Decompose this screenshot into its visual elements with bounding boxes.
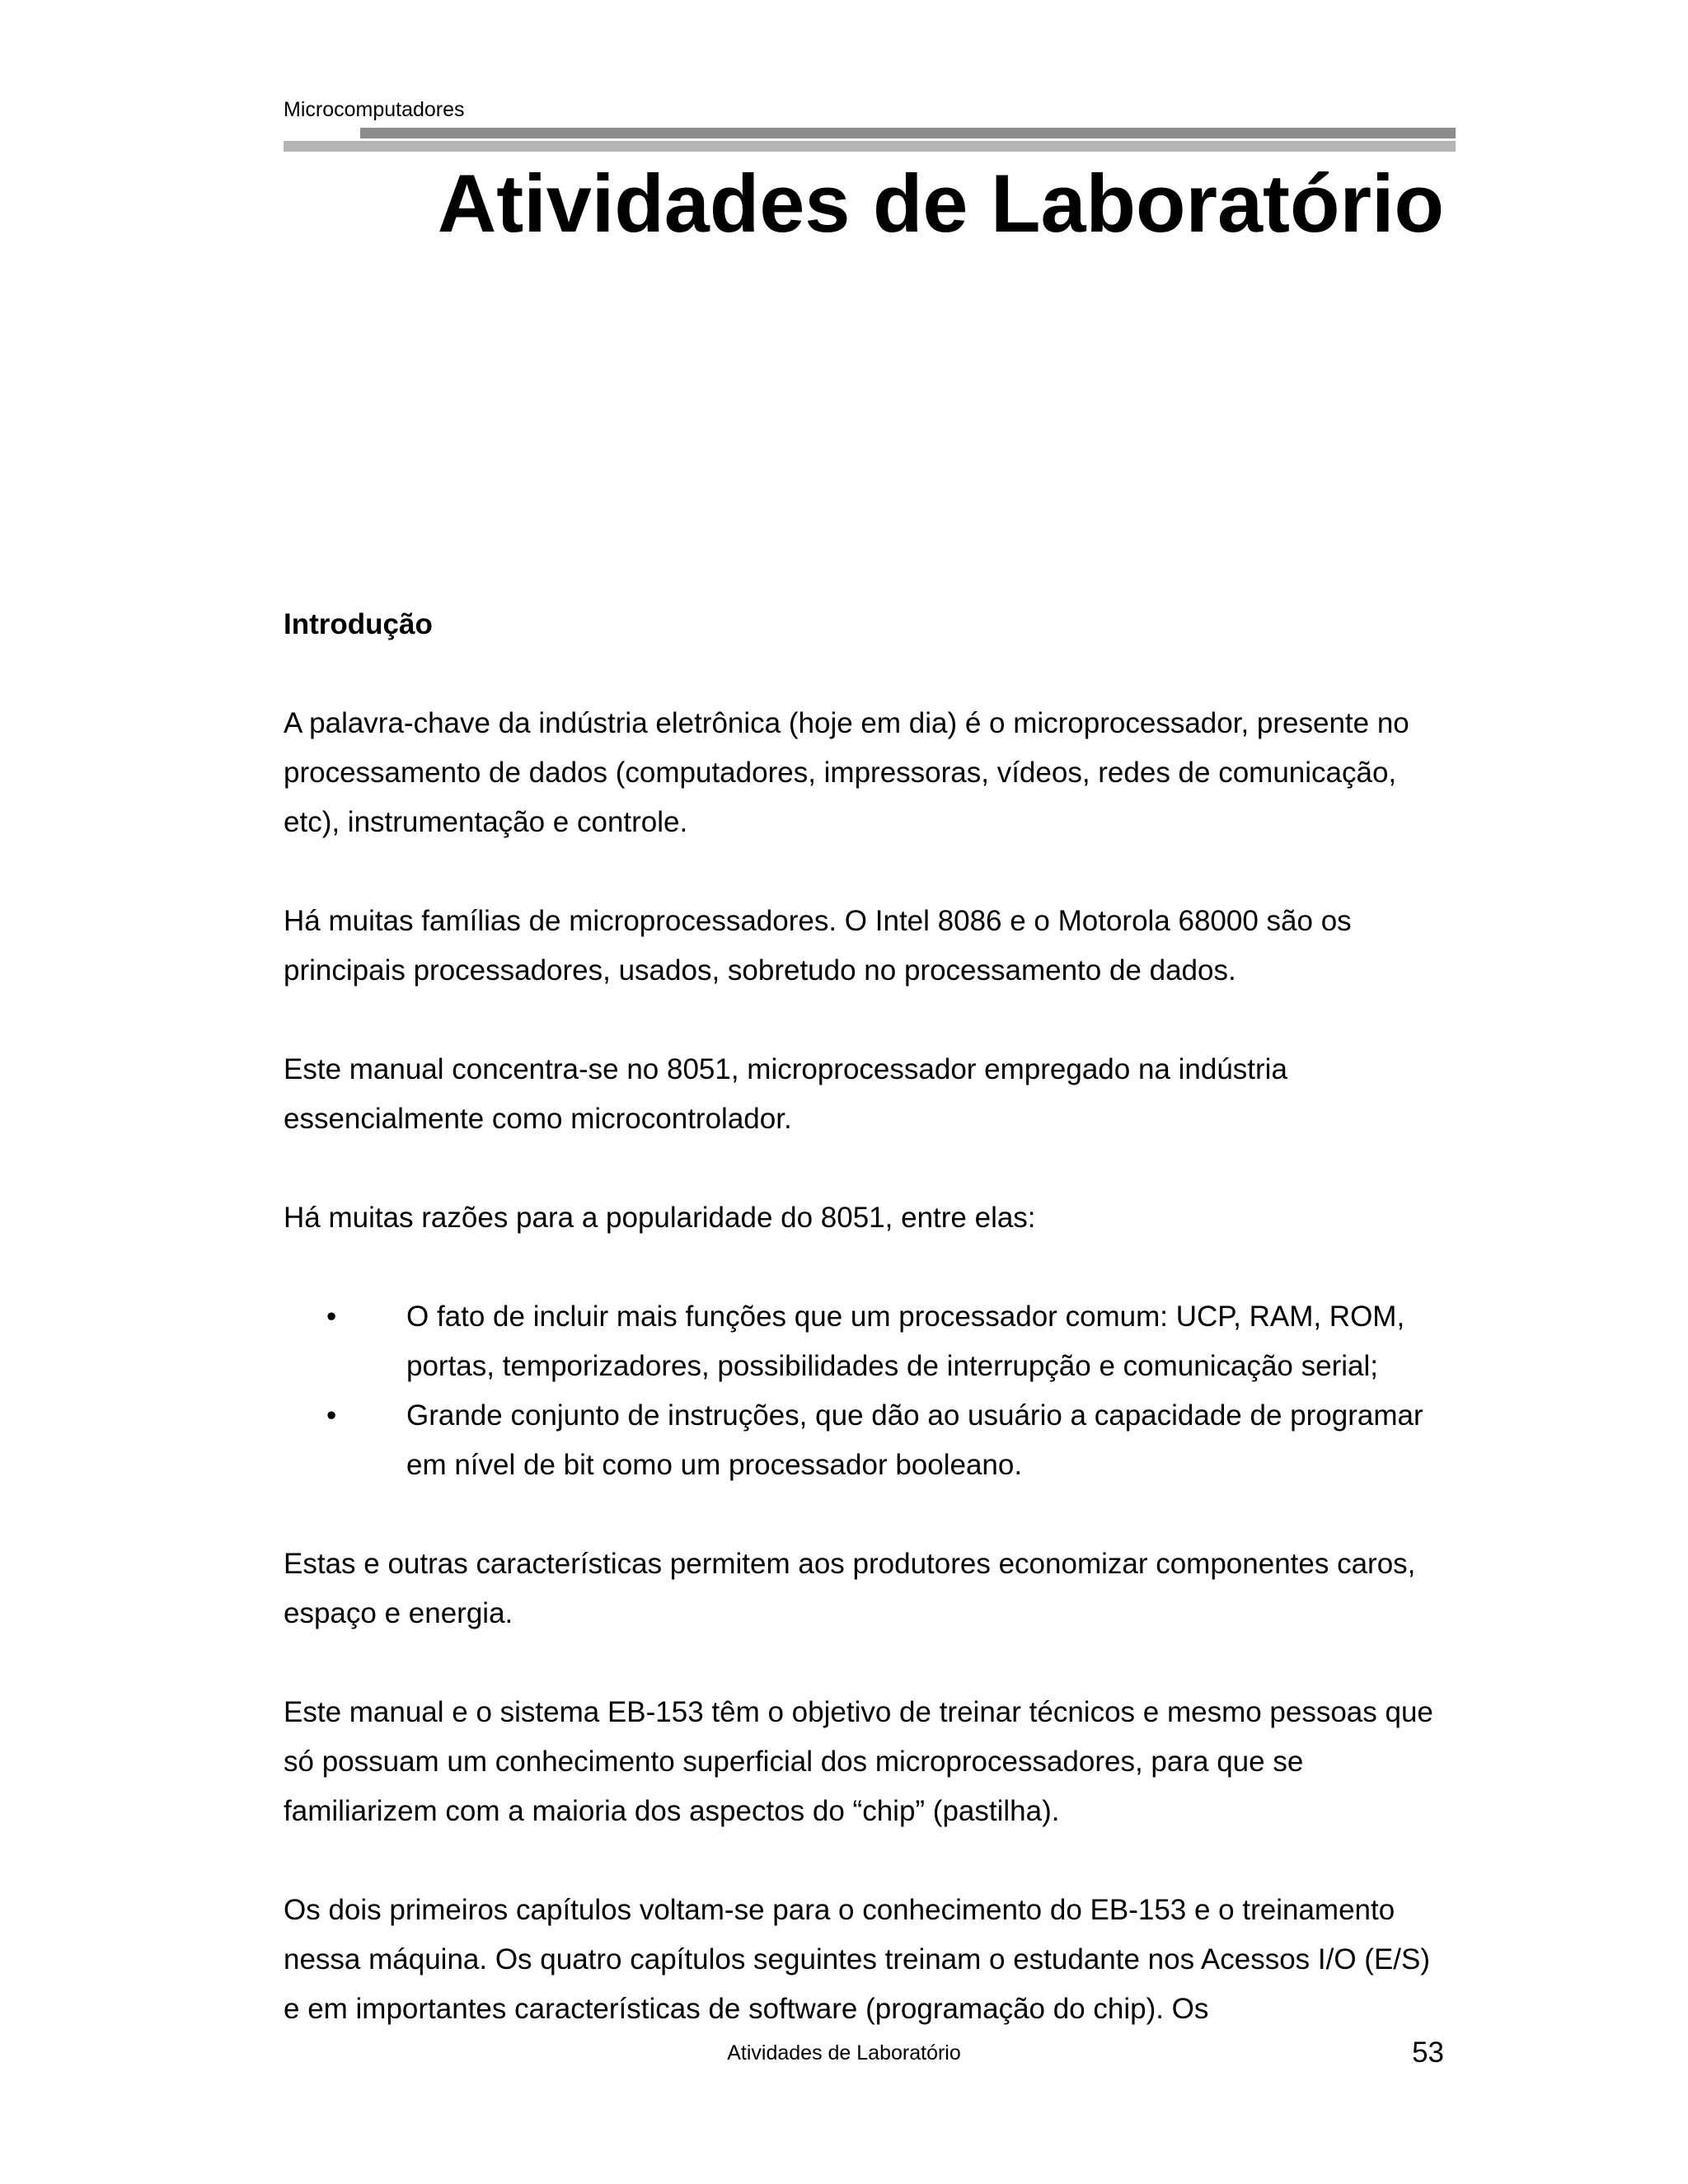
header-rule-dark bbox=[360, 128, 1456, 138]
paragraph: Este manual e o sistema EB-153 têm o objetivo de treinar técnicos e mesmo pessoas que só possuam um conhecimento superficial dos microprocessadores, para que se familiarizem com a maioria dos aspectos do “chip” (pastilha). bbox=[284, 1696, 1433, 1827]
bullet-icon: • bbox=[326, 1399, 337, 1432]
paragraph: A palavra-chave da indústria eletrônica (hoje em dia) é o microprocessador, presente no processamento de dados (computadores, impressoras, vídeos, redes de comunicação, etc), instrumentação e controle. bbox=[284, 707, 1409, 838]
header-rule-light bbox=[284, 141, 1456, 152]
bullet-text: O fato de incluir mais funções que um processador comum: UCP, RAM, ROM, portas, temporizadores, possibilidades de interrupção e comunicação serial; bbox=[406, 1301, 1405, 1382]
paragraph: Há muitas famílias de microprocessadores. O Intel 8086 e o Motorola 68000 são os principais processadores, usados, sobretudo no processamento de dados. bbox=[284, 905, 1352, 987]
page-number: 53 bbox=[1412, 2036, 1444, 2069]
paragraph: Este manual concentra-se no 8051, microprocessador empregado na indústria essencialmente como microcontrolador. bbox=[284, 1053, 1287, 1135]
section-heading: Introdução bbox=[284, 608, 433, 640]
paragraph: Estas e outras características permitem aos produtores economizar componentes caros, espaço e energia. bbox=[284, 1548, 1416, 1629]
body-text bbox=[284, 600, 1446, 2083]
chapter-title: Atividades de Laboratório bbox=[437, 157, 1444, 249]
bullet-item bbox=[284, 1292, 1446, 1391]
running-header: Microcomputadores bbox=[284, 98, 465, 121]
bullet-text: Grande conjunto de instruções, que dão ao usuário a capacidade de programar em nível de bit como um processador booleano. bbox=[406, 1399, 1423, 1481]
bullet-item bbox=[284, 1391, 1446, 1490]
bullet-list bbox=[284, 1292, 1446, 1490]
paragraph: Há muitas razões para a popularidade do 8051, entre elas: bbox=[284, 1202, 1036, 1234]
paragraph: Os dois primeiros capítulos voltam-se para o conhecimento do EB-153 e o treinamento nessa máquina. Os quatro capítulos seguintes treinam o estudante nos Acessos I/O (E/S) e em importantes características de software (programação do chip). Os bbox=[284, 1894, 1431, 2025]
bullet-icon: • bbox=[326, 1301, 337, 1333]
footer-title: Atividades de Laboratório bbox=[727, 2041, 961, 2064]
